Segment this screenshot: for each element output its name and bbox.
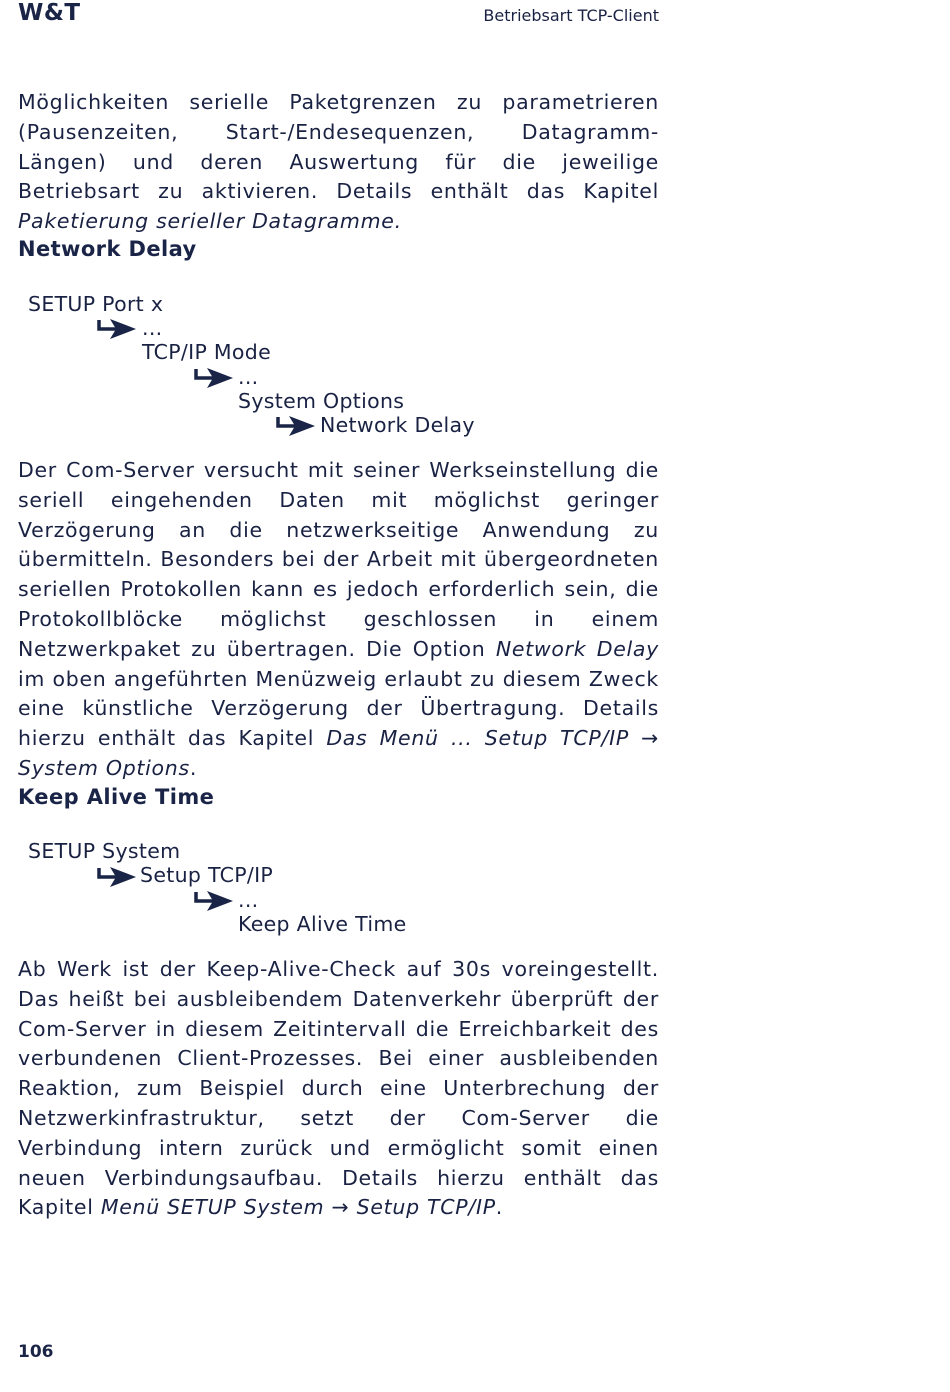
hook-arrow-icon (96, 866, 138, 888)
network-delay-text-1: Der Com-Server versucht mit seiner Werkseinstellung die seriell eingehenden Daten mit möglichst geringer Verzögerung an die netzwerkseitige Anwendung zu übermitteln. Besonders bei der Arbeit mit übergeordneten seriellen Protokollen kann es jedoch erforderlich sein, die Protokollblöcke möglichst geschlossen in einem Netzwerkpaket zu übertragen. Die Option (18, 458, 659, 661)
keep-alive-text-1: Ab Werk ist der Keep-Alive-Check auf 30s voreingestellt. Das heißt bei ausbleibendem Datenverkehr überprüft der Com-Server in diesem Zeitintervall die Erreichbarkeit des verbundenen Client-Prozesses. Bei einer ausbleibenden Reaktion, zum Beispiel durch eine Unterbrechung der Netzwerkinfrastruktur, setzt der Com-Server die Verbindung intern zurück und ermöglicht somit einen neuen Verbindungsaufbau. Details hierzu enthält das Kapitel (18, 957, 659, 1220)
hook-arrow-icon (193, 367, 235, 389)
menu-keep-alive-time: Keep Alive Time (238, 912, 407, 936)
running-title: Betriebsart TCP-Client (483, 6, 659, 25)
network-delay-option-name: Network Delay (495, 636, 660, 661)
menu-system-options: System Options (238, 389, 405, 413)
brand-logo: W&T (18, 0, 81, 26)
network-delay-chapter-reference: Das Menü ... Setup TCP/IP → System Options (18, 726, 659, 780)
keep-alive-heading: Keep Alive Time (18, 785, 215, 809)
menu-root: SETUP System (28, 839, 181, 863)
hook-arrow-icon (96, 318, 138, 340)
menu-tcpip-mode: TCP/IP Mode (142, 340, 271, 364)
keep-alive-text-end: . (495, 1195, 503, 1220)
network-delay-text-2: im oben angeführten Menüzweig erlaubt zu diesem Zweck eine künstliche Verzögerung der Übertragung. Details hierzu enthält das Kapitel (18, 666, 659, 751)
menu-setup-tcpip: Setup TCP/IP (140, 863, 274, 887)
hook-arrow-icon (275, 415, 317, 437)
menu-ellipsis: ... (238, 365, 259, 389)
menu-network-delay: Network Delay (320, 413, 475, 437)
menu-root: SETUP Port x (28, 292, 164, 316)
keep-alive-paragraph (18, 955, 659, 1223)
menu-ellipsis: ... (142, 316, 163, 340)
intro-paragraph (18, 88, 659, 237)
network-delay-heading: Network Delay (18, 237, 197, 261)
keep-alive-chapter-reference: Menü SETUP System → Setup TCP/IP (100, 1195, 496, 1220)
intro-text: Möglichkeiten serielle Paketgrenzen zu parametrieren (Pausenzeiten, Start-/Endesequenzen, Datagramm-Längen) und deren Auswertung für die jeweilige Betriebsart zu aktivieren. Details enthält das Kapitel (18, 90, 659, 204)
page-number: 106 (18, 1342, 54, 1362)
network-delay-paragraph (18, 456, 659, 784)
network-delay-text-end: . (189, 755, 198, 780)
intro-chapter-reference: Paketierung serieller Datagramme. (18, 209, 402, 234)
hook-arrow-icon (193, 890, 235, 912)
menu-ellipsis: ... (238, 888, 259, 912)
